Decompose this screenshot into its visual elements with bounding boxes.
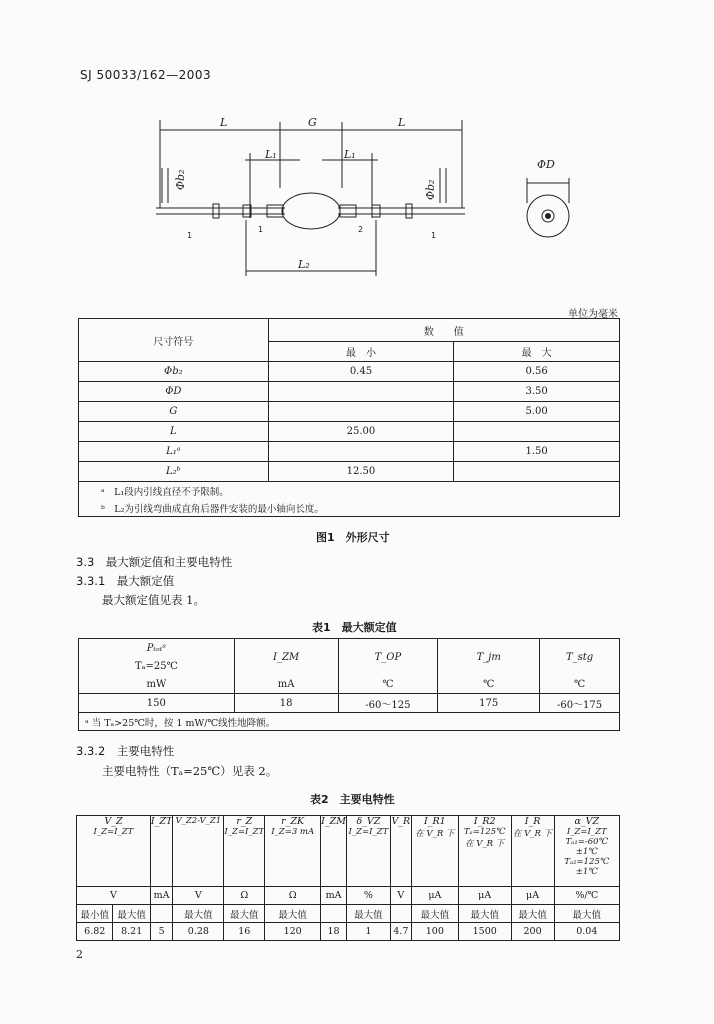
cond-ir1: 在 V_R 下 <box>415 829 455 839</box>
document-code: SJ 50033/162—2003 <box>80 68 212 82</box>
table-row <box>79 422 620 442</box>
unit-cell: V <box>390 887 411 905</box>
values-row <box>79 694 620 713</box>
label-l-right: L <box>398 116 406 129</box>
cond-delta-vz: I_Z=I_ZT <box>348 827 389 837</box>
mark-2: 2 <box>358 225 364 234</box>
mark-left: 1 <box>187 231 193 240</box>
value-cell: 1500 <box>458 923 511 941</box>
table-row <box>79 402 620 422</box>
cell-max: 5.00 <box>454 402 620 422</box>
cell-symbol: Φb₂ <box>79 362 269 382</box>
limit-cell: 最大值 <box>346 905 390 923</box>
value-cell: 8.21 <box>113 923 150 941</box>
unit-cell: % <box>346 887 390 905</box>
limit-cell <box>321 905 347 923</box>
table1-caption: 表1 最大额定值 <box>312 621 397 634</box>
cell-max <box>454 422 620 442</box>
cell-max: 3.50 <box>454 382 620 402</box>
cell-symbol: ΦD <box>79 382 269 402</box>
label-l-left: L <box>220 116 228 129</box>
value-cell: 200 <box>511 923 554 941</box>
value-cell: 120 <box>265 923 321 941</box>
unit-cell: Ω <box>224 887 265 905</box>
cell-min: 25.00 <box>268 422 454 442</box>
unit-cell: %/℃ <box>554 887 619 905</box>
units-row <box>79 675 620 694</box>
cell-max: 1.50 <box>454 442 620 462</box>
limit-cell: 最大值 <box>265 905 321 923</box>
header-rz-cell <box>224 816 265 887</box>
electrical-characteristics-table <box>76 815 620 941</box>
unit-cell: mW <box>79 675 235 694</box>
header-ir2: I_R2 <box>473 816 496 827</box>
header-top: T_OP <box>338 639 438 676</box>
limit-cell: 最大值 <box>411 905 458 923</box>
header-ptot-cond: Tₐ=25℃ <box>79 657 235 675</box>
header-vr: V_R <box>391 816 411 827</box>
unit-cell: ℃ <box>338 675 438 694</box>
value-cell: -60～125 <box>338 694 438 713</box>
unit-cell: mA <box>234 675 338 694</box>
unit-cell: ℃ <box>438 675 540 694</box>
label-g: G <box>308 116 317 129</box>
cell-min <box>268 402 454 422</box>
unit-cell: μA <box>411 887 458 905</box>
unit-cell: mA <box>150 887 172 905</box>
header-rz: r_Z <box>236 816 253 827</box>
header-tstg: T_stg <box>540 639 620 676</box>
unit-cell: V <box>77 887 151 905</box>
header-rzk-cell <box>265 816 321 887</box>
header-izm2: I_ZM <box>321 816 346 827</box>
value-cell: 150 <box>79 694 235 713</box>
figure-caption: 图1 外形尺寸 <box>316 531 390 544</box>
value-cell: 0.28 <box>173 923 224 941</box>
header-tjm: T_jm <box>438 639 540 676</box>
label-l1-right: L₁ <box>344 148 356 161</box>
value-cell: 1 <box>346 923 390 941</box>
cond-rzk: I_Z=3 mA <box>271 827 315 837</box>
page-number: 2 <box>76 948 83 961</box>
value-cell: 18 <box>234 694 338 713</box>
cell-symbol: G <box>79 402 269 422</box>
label-l2: L₂ <box>298 258 310 271</box>
cell-min: 12.50 <box>268 462 454 482</box>
units-row <box>77 887 620 905</box>
header-avz-cell <box>554 816 619 887</box>
section-3-3-2: 3.3.2 主要电特性 <box>76 744 175 758</box>
header-izt-cell <box>150 816 172 887</box>
label-b2-left: Φb₂ <box>174 169 187 190</box>
header-dvz2-cell <box>346 816 390 887</box>
label-l1-left: L₁ <box>265 148 277 161</box>
value-cell: 5 <box>150 923 172 941</box>
cell-min <box>268 442 454 462</box>
table-row <box>79 442 620 462</box>
header-izt: I_ZT <box>150 816 173 827</box>
cell-min: 0.45 <box>268 362 454 382</box>
limits-row <box>77 905 620 923</box>
cell-symbol: L <box>79 422 269 442</box>
mark-1: 1 <box>258 225 264 234</box>
note-b: ᵇ L₂为引线弯曲成直角后器件安装的最小轴向长度。 <box>79 499 620 517</box>
paragraph-1: 最大额定值见表 1。 <box>102 593 205 607</box>
unit-cell: μA <box>458 887 511 905</box>
table1-note: ᵃ 当 Tₐ>25℃时，按 1 mW/℃线性地降额。 <box>79 713 620 731</box>
cell-symbol: L₂ᵇ <box>79 462 269 482</box>
label-b2-right: Φb₂ <box>424 179 437 200</box>
value-cell: 100 <box>411 923 458 941</box>
cond-rz: I_Z=I_ZT <box>224 827 265 837</box>
limit-cell: 最大值 <box>173 905 224 923</box>
header-value: 数 值 <box>268 319 619 342</box>
cond-avz: I_Z=I_ZT Tₐ₁=-60℃±1℃ Tₐ₂=125℃±1℃ <box>564 827 610 877</box>
label-d: ΦD <box>537 158 555 171</box>
limit-cell <box>390 905 411 923</box>
dimension-table <box>78 318 620 517</box>
note-a: ᵃ L₁段内引线直径不予限制。 <box>79 482 620 500</box>
unit-cell: μA <box>511 887 554 905</box>
cell-max: 0.56 <box>454 362 620 382</box>
cell-max <box>454 462 620 482</box>
section-3-3: 3.3 最大额定值和主要电特性 <box>76 555 233 569</box>
header-ir: I_R <box>524 816 541 827</box>
unit-cell: ℃ <box>540 675 620 694</box>
header-vz: V_Z <box>104 816 123 827</box>
value-cell: 18 <box>321 923 347 941</box>
paragraph-2: 主要电特性（Tₐ=25℃）见表 2。 <box>102 764 278 778</box>
values-row <box>77 923 620 941</box>
header-vr-cell <box>390 816 411 887</box>
header-ir-cell <box>511 816 554 887</box>
max-ratings-table <box>78 638 620 731</box>
value-cell: 4.7 <box>390 923 411 941</box>
value-cell: 175 <box>438 694 540 713</box>
header-ir1: I_R1 <box>423 816 446 827</box>
section-3-3-1: 3.3.1 最大额定值 <box>76 574 175 588</box>
unit-cell: Ω <box>265 887 321 905</box>
limit-cell <box>150 905 172 923</box>
value-cell: 0.04 <box>554 923 619 941</box>
limit-cell: 最大值 <box>511 905 554 923</box>
header-izm: I_ZM <box>234 639 338 676</box>
outline-drawing <box>140 108 620 283</box>
value-cell: 6.82 <box>77 923 113 941</box>
value-cell: 16 <box>224 923 265 941</box>
header-izm-cell <box>321 816 347 887</box>
unit-cell: V <box>173 887 224 905</box>
table-row <box>79 382 620 402</box>
header-delta-vz: δ_VZ <box>356 816 381 827</box>
mark-right: 1 <box>431 231 437 240</box>
cond-ir: 在 V_R 下 <box>512 829 553 839</box>
header-ptot: Pₜₒₜᵃ <box>79 639 235 658</box>
unit-cell: mA <box>321 887 347 905</box>
limit-cell: 最大值 <box>554 905 619 923</box>
table-row <box>79 362 620 382</box>
value-cell: -60～175 <box>540 694 620 713</box>
cond-vz: I_Z=I_ZT <box>93 827 134 837</box>
header-rzk: r_ZK <box>281 816 305 827</box>
header-dvz: V_Z2-V_Z1 <box>175 816 222 826</box>
unit-note: 单位为毫米 <box>568 309 618 320</box>
header-ir1-cell <box>411 816 458 887</box>
header-min: 最 小 <box>268 342 454 362</box>
limit-cell: 最大值 <box>224 905 265 923</box>
limit-cell: 最小值 <box>77 905 113 923</box>
table-row <box>79 462 620 482</box>
header-avz: α_VZ <box>574 816 600 827</box>
header-vz-cell <box>77 816 151 887</box>
cell-min <box>268 382 454 402</box>
cond-ir2: Tₐ=125℃ 在 V_R 下 <box>463 827 506 849</box>
limit-cell: 最大值 <box>113 905 150 923</box>
cell-symbol: L₁ᵃ <box>79 442 269 462</box>
limit-cell: 最大值 <box>458 905 511 923</box>
header-dvz-cell <box>173 816 224 887</box>
table2-caption: 表2 主要电特性 <box>310 793 395 806</box>
header-max: 最 大 <box>454 342 620 362</box>
header-symbol: 尺寸符号 <box>79 319 269 362</box>
header-ir2-cell <box>458 816 511 887</box>
